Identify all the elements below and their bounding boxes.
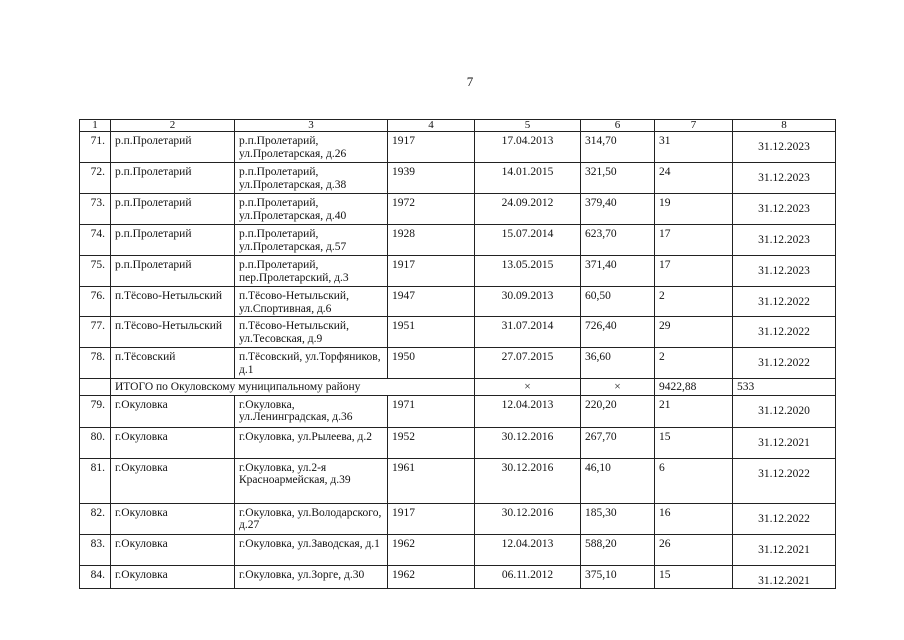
row-number: 79. (80, 395, 111, 427)
table-row (80, 534, 836, 565)
table-row (80, 256, 836, 287)
year-cell: 1917 (388, 503, 475, 534)
summary-blank-cell (80, 379, 111, 396)
address-cell: г.Окуловка, ул.2-я Красноармейская, д.39 (235, 458, 388, 503)
table-row (80, 565, 836, 589)
row-number: 83. (80, 534, 111, 565)
table-row (80, 503, 836, 534)
area-cell: 36,60 (581, 348, 655, 379)
column-header: 1 (80, 120, 111, 132)
year-cell: 1951 (388, 317, 475, 348)
address-cell: р.п.Пролетарий, ул.Пролетарская, д.57 (235, 225, 388, 256)
settlement-cell: г.Окуловка (111, 503, 235, 534)
count-cell: 15 (655, 565, 733, 589)
area-cell: 371,40 (581, 256, 655, 287)
page-number: 7 (466, 74, 474, 89)
deadline-cell: 31.12.2022 (733, 458, 836, 503)
deadline-cell: 31.12.2022 (733, 317, 836, 348)
date-cell: 30.12.2016 (475, 503, 581, 534)
row-number: 80. (80, 427, 111, 458)
address-cell: п.Тёсовский, ул.Торфяников, д.1 (235, 348, 388, 379)
date-cell: 24.09.2012 (475, 194, 581, 225)
address-cell: р.п.Пролетарий, ул.Пролетарская, д.26 (235, 132, 388, 163)
area-cell: 185,30 (581, 503, 655, 534)
area-cell: 726,40 (581, 317, 655, 348)
row-number: 78. (80, 348, 111, 379)
row-number: 77. (80, 317, 111, 348)
summary-date: × (581, 379, 655, 396)
row-number: 71. (80, 132, 111, 163)
column-header: 5 (475, 120, 581, 132)
date-cell: 31.07.2014 (475, 317, 581, 348)
table-summary (80, 379, 836, 396)
housing-registry-table (79, 119, 836, 589)
area-cell: 220,20 (581, 395, 655, 427)
year-cell: 1928 (388, 225, 475, 256)
row-number: 74. (80, 225, 111, 256)
year-cell: 1972 (388, 194, 475, 225)
year-cell: 1917 (388, 256, 475, 287)
address-cell: п.Тёсово-Нетыльский, ул.Тесовская, д.9 (235, 317, 388, 348)
year-cell: 1971 (388, 395, 475, 427)
column-number-row (80, 120, 836, 132)
area-cell: 60,50 (581, 287, 655, 317)
date-cell: 12.04.2013 (475, 534, 581, 565)
address-cell: г.Окуловка, ул.Заводская, д.1 (235, 534, 388, 565)
count-cell: 24 (655, 163, 733, 194)
row-number: 75. (80, 256, 111, 287)
area-cell: 623,70 (581, 225, 655, 256)
row-number: 73. (80, 194, 111, 225)
table-row (80, 194, 836, 225)
settlement-cell: р.п.Пролетарий (111, 225, 235, 256)
settlement-cell: п.Тёсово-Нетыльский (111, 287, 235, 317)
year-cell: 1961 (388, 458, 475, 503)
table-row (80, 163, 836, 194)
column-header: 7 (655, 120, 733, 132)
year-cell: 1939 (388, 163, 475, 194)
settlement-cell: г.Окуловка (111, 458, 235, 503)
column-header: 3 (235, 120, 388, 132)
settlement-cell: р.п.Пролетарий (111, 256, 235, 287)
date-cell: 30.12.2016 (475, 458, 581, 503)
date-cell: 13.05.2015 (475, 256, 581, 287)
area-cell: 588,20 (581, 534, 655, 565)
table-row (80, 132, 836, 163)
table-row (80, 287, 836, 317)
summary-year: × (475, 379, 581, 396)
settlement-cell: г.Окуловка (111, 427, 235, 458)
date-cell: 27.07.2015 (475, 348, 581, 379)
summary-area: 9422,88 (655, 379, 733, 396)
count-cell: 29 (655, 317, 733, 348)
address-cell: р.п.Пролетарий, пер.Пролетарский, д.3 (235, 256, 388, 287)
year-cell: 1962 (388, 565, 475, 589)
date-cell: 14.01.2015 (475, 163, 581, 194)
summary-label: ИТОГО по Окуловскому муниципальному району (111, 379, 475, 396)
year-cell: 1952 (388, 427, 475, 458)
column-header: 2 (111, 120, 235, 132)
deadline-cell: 31.12.2021 (733, 534, 836, 565)
year-cell: 1917 (388, 132, 475, 163)
row-number: 84. (80, 565, 111, 589)
deadline-cell: 31.12.2023 (733, 194, 836, 225)
settlement-cell: г.Окуловка (111, 534, 235, 565)
settlement-cell: п.Тёсово-Нетыльский (111, 317, 235, 348)
area-cell: 46,10 (581, 458, 655, 503)
table-row (80, 458, 836, 503)
column-header: 8 (733, 120, 836, 132)
summary-row (80, 379, 836, 396)
count-cell: 6 (655, 458, 733, 503)
count-cell: 2 (655, 348, 733, 379)
count-cell: 17 (655, 225, 733, 256)
count-cell: 26 (655, 534, 733, 565)
settlement-cell: г.Окуловка (111, 395, 235, 427)
deadline-cell: 31.12.2023 (733, 132, 836, 163)
address-cell: г.Окуловка, ул.Ленинградская, д.36 (235, 395, 388, 427)
table-row (80, 348, 836, 379)
deadline-cell: 31.12.2021 (733, 427, 836, 458)
deadline-cell: 31.12.2023 (733, 163, 836, 194)
address-cell: г.Окуловка, ул.Зорге, д.30 (235, 565, 388, 589)
date-cell: 06.11.2012 (475, 565, 581, 589)
settlement-cell: г.Окуловка (111, 565, 235, 589)
date-cell: 15.07.2014 (475, 225, 581, 256)
deadline-cell: 31.12.2021 (733, 565, 836, 589)
count-cell: 17 (655, 256, 733, 287)
table-body-part1 (80, 132, 836, 379)
area-cell: 267,70 (581, 427, 655, 458)
area-cell: 321,50 (581, 163, 655, 194)
date-cell: 30.09.2013 (475, 287, 581, 317)
deadline-cell: 31.12.2022 (733, 503, 836, 534)
count-cell: 15 (655, 427, 733, 458)
date-cell: 17.04.2013 (475, 132, 581, 163)
summary-count: 533 (733, 379, 836, 396)
area-cell: 379,40 (581, 194, 655, 225)
settlement-cell: п.Тёсовский (111, 348, 235, 379)
count-cell: 19 (655, 194, 733, 225)
table-row (80, 225, 836, 256)
year-cell: 1962 (388, 534, 475, 565)
address-cell: р.п.Пролетарий, ул.Пролетарская, д.38 (235, 163, 388, 194)
address-cell: г.Окуловка, ул.Володарского, д.27 (235, 503, 388, 534)
column-header: 6 (581, 120, 655, 132)
count-cell: 21 (655, 395, 733, 427)
row-number: 81. (80, 458, 111, 503)
count-cell: 16 (655, 503, 733, 534)
row-number: 76. (80, 287, 111, 317)
count-cell: 2 (655, 287, 733, 317)
year-cell: 1950 (388, 348, 475, 379)
row-number: 72. (80, 163, 111, 194)
settlement-cell: р.п.Пролетарий (111, 132, 235, 163)
date-cell: 12.04.2013 (475, 395, 581, 427)
column-header: 4 (388, 120, 475, 132)
area-cell: 314,70 (581, 132, 655, 163)
table-row (80, 395, 836, 427)
count-cell: 31 (655, 132, 733, 163)
address-cell: р.п.Пролетарий, ул.Пролетарская, д.40 (235, 194, 388, 225)
table-row (80, 317, 836, 348)
table-row (80, 427, 836, 458)
settlement-cell: р.п.Пролетарий (111, 163, 235, 194)
date-cell: 30.12.2016 (475, 427, 581, 458)
deadline-cell: 31.12.2020 (733, 395, 836, 427)
year-cell: 1947 (388, 287, 475, 317)
area-cell: 375,10 (581, 565, 655, 589)
deadline-cell: 31.12.2022 (733, 287, 836, 317)
row-number: 82. (80, 503, 111, 534)
deadline-cell: 31.12.2023 (733, 256, 836, 287)
deadline-cell: 31.12.2023 (733, 225, 836, 256)
address-cell: г.Окуловка, ул.Рылеева, д.2 (235, 427, 388, 458)
address-cell: п.Тёсово-Нетыльский, ул.Спортивная, д.6 (235, 287, 388, 317)
table-body-part2 (80, 395, 836, 589)
settlement-cell: р.п.Пролетарий (111, 194, 235, 225)
deadline-cell: 31.12.2022 (733, 348, 836, 379)
